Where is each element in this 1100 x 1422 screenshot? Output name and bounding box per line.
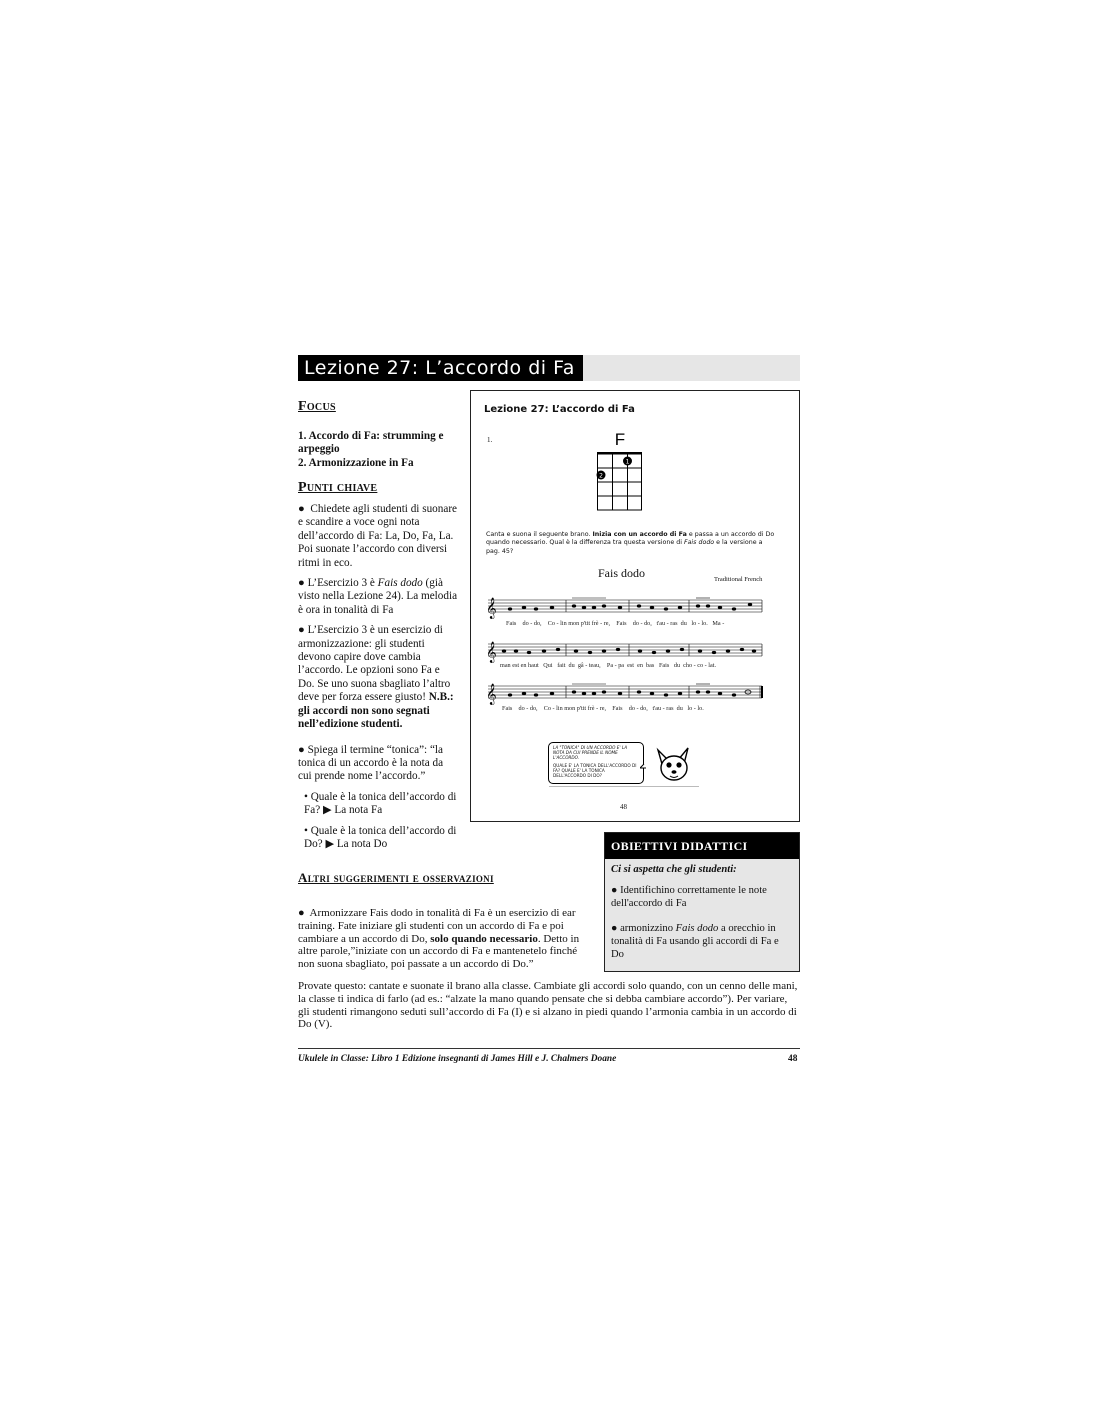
bullet-icon: ● (298, 624, 308, 637)
exercise-number: 1. (487, 436, 493, 444)
inset-page-number: 48 (620, 803, 627, 811)
ground-line (549, 786, 699, 787)
lyrics-line-1: Fais do - do, Co - lin mon p'tit frè - re, Fais do - do, t'au - ras du lo - lo. Ma - (506, 620, 725, 627)
inset-title: Lezione 27: L’accordo di Fa (484, 404, 635, 415)
question-2: • Quale è la tonica dell’accordo di Do? ▶ La nota Do (304, 824, 457, 850)
bullet-icon: ● (298, 503, 311, 515)
question-1: • Quale è la tonica dell’accordo di Fa? ▶ La nota Fa (304, 790, 457, 817)
altri-heading: Altri suggerimenti e osservazioni (298, 870, 494, 885)
obiettivi-item-1: ● Identifichino correttamente le note dell'accordo di Fa (611, 885, 767, 909)
footer-credit: Ukulele in Classe: Libro 1 Edizione insegnanti di James Hill e J. Chalmers Doane (298, 1054, 617, 1064)
bullet-icon: ● (611, 885, 621, 896)
svg-text:𝄞: 𝄞 (486, 684, 497, 705)
svg-text:𝄞: 𝄞 (486, 642, 497, 663)
focus-list (298, 430, 458, 470)
svg-text:2: 2 (599, 472, 603, 480)
punti-item-4: ● Spiega il termine “tonica”: “la tonica di un accordo è la nota da cui prende nome l’accordo.” (298, 743, 444, 783)
focus-item-1: 1. Accordo di Fa: strumming e arpeggio (298, 430, 444, 456)
altri-paragraph-1: ● Armonizzare Fais dodo in tonalità di Fa è un esercizio di ear training. Fate iniziare gli studenti con un accordo di Fa e poi cambiare a un accordo di Do, solo quando necessario. Detto in altre parole,”iniziate con un accordo di Fa e mantenetelo finché non suona sbagliato, poi passate a un accordo di Do.” (298, 907, 580, 971)
play-arrow-icon: ▶ (325, 837, 335, 850)
bullet-icon: ● (298, 743, 308, 756)
song-credit: Traditional French (714, 576, 763, 583)
obiettivi-box (604, 832, 800, 972)
play-arrow-icon: ▶ (322, 804, 332, 817)
focus-item-2: 2. Armonizzazione in Fa (298, 456, 414, 469)
altri-paragraph-2: Provate questo: cantate e suonate il brano alla classe. Cambiate gli accordi solo quando, con un cenno delle mani, la classe ti indica di farlo (ad es.: “alzate la mano quando pensate che si debba cambiare accordo”). Per variare, gli studenti rimangono seduti sull’accordo di Fa (I) e si alzano in piedi quando l’armonia cambia in un accordo di Do (V). (298, 980, 798, 1031)
focus-heading: Focus (298, 399, 336, 414)
punti-item-3: ● L’Esercizio 3 è un esercizio di armonizzazione: gli studenti devono capire dove cambia l’accordo. Le opzioni sono Fa e Do. Se uno suona sbagliato l’altro deve per forza essere giusto! N.B.: gli accordi non sono segnati nell’edizione studenti. (298, 624, 454, 731)
punti-item-1: ● Chiedete agli studenti di suonare e scandire a voce ogni nota dell’accordo di Fa: La, Do, Fa, La. Poi suonate l’accordo con diversi ritmi in eco. (298, 503, 458, 569)
song-title: Fais dodo (598, 566, 646, 580)
svg-text:𝄞: 𝄞 (486, 598, 497, 619)
footer-divider (298, 1048, 800, 1049)
bullet-icon: ● (298, 577, 308, 590)
obiettivi-heading: OBIETTIVI DIDATTICI (605, 833, 799, 859)
lyrics-line-3: Fais do - do, Co - lin mon p'tit frè - re, Fais do - do, t'au - ras du lo - lo. (502, 705, 704, 712)
punti-list (298, 503, 458, 858)
chord-diagram (590, 428, 650, 512)
bullet-icon: ● (298, 907, 310, 919)
footer-page-number: 48 (788, 1054, 798, 1064)
obiettivi-intro: Ci si aspetta che gli studenti: (611, 864, 737, 875)
page-title: Lezione 27: L’accordo di Fa (298, 355, 583, 381)
music-staves (484, 592, 766, 722)
punti-item-2: ● L’Esercizio 3 è Fais dodo (già visto nella Lezione 24). La melodia è ora in tonalità di Fa (298, 577, 458, 616)
cartoon-dog-icon (640, 744, 700, 784)
obiettivi-body (605, 859, 799, 977)
bullet-icon: ● (611, 923, 621, 934)
lyrics-line-2: man est en haut Qui fait du gâ - teau, Pa - pa est en bas Fais du cho - co - lat. (500, 662, 716, 669)
punti-heading: Punti chiave (298, 480, 378, 495)
speech-bubble: LA "TONICA" DI UN ACCORDO E' LA NOTA DA CUI PRENDE IL NOME L'ACCORDO. QUALE E' LA TONICA DELL'ACCORDO DI FA? QUALE E' LA TONICA DELL'ACCORDO DI DO? (548, 742, 644, 784)
inset-instruction: Canta e suona il seguente brano. Inizia con un accordo di Fa e passa a un accordo di Do quando necessario. Qual è la differenza tra questa versione di Fais dodo e la versione a pag. 45? (486, 531, 775, 555)
svg-text:1: 1 (625, 458, 630, 466)
obiettivi-item-2: ● armonizzino Fais dodo a orecchio in tonalità di Fa usando gli accordi di Fa e Do (611, 923, 779, 960)
chord-name: F (614, 430, 626, 449)
